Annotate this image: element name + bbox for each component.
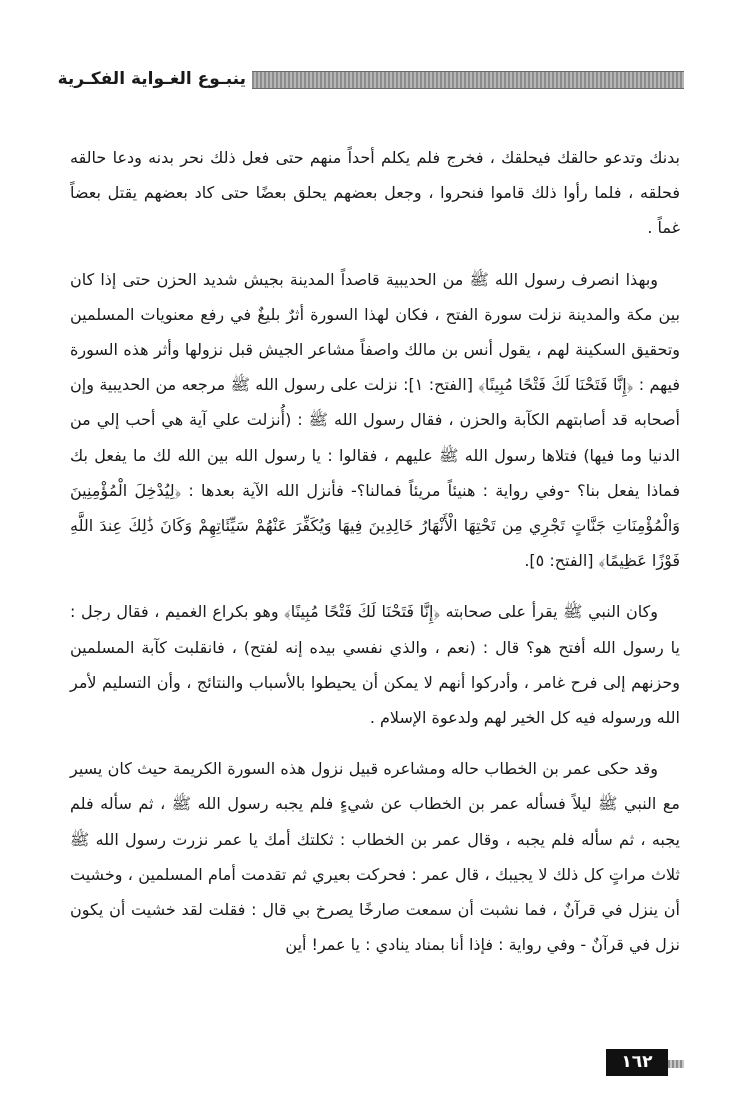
chapter-title: ينبـوع الغـواية الفكـرية [57, 69, 246, 89]
page-body [70, 140, 680, 978]
running-header [57, 66, 684, 92]
paragraph: وقد حكى عمر بن الخطاب حاله ومشاعره قبيل نزول هذه السورة الكريمة حيث كان يسير مع النبي ﷺ ليلاً فسأله عمر بن الخطاب عن شيءٍ فلم يجبه رسول الله ﷺ ، ثم سأله فلم يجبه ، ثم سأله فلم يجبه ، وقال عمر بن الخطاب : ثكلتك أمك يا عمر نزرت رسول الله ﷺ ثلاث مراتٍ كل ذلك لا يجيبك ، قال عمر : فحركت بعيري ثم تقدمت أمام المسلمين ، وخشيت أن ينزل في قرآنٌ ، فما نشبت أن سمعت صارخًا يصرخ بي قال : فقلت لقد خشيت أن يكون نزل في قرآنٌ - وفي رواية : فإذا أنا بمناد ينادي : يا عمر! أين [70, 759, 680, 955]
paragraph: وبهذا انصرف رسول الله ﷺ من الحديبية قاصداً المدينة بجيش شديد الحزن حتى إذا كان بين مكة والمدينة نزلت سورة الفتح ، فكان لهذا السورة أثرٌ بليغٌ في رفع معنويات المسلمين وتحقيق السكينة لهم ، يقول أنس بن مالك واصفاً مشاعر الجيش قبل نزولها وأثر هذه السورة فيهم : ﴿إِنَّا فَتَحْنَا لَكَ فَتْحًا مُبِينًا﴾ [الفتح: ١]: نزلت على رسول الله ﷺ مرجعه من الحديبية وإن أصحابه قد أصابتهم الكآبة والحزن ، فقال رسول الله ﷺ : (أُنزلت علي آية هي أحب إلي من الدنيا وما فيها) فتلاها رسول الله ﷺ عليهم ، فقالوا : يا رسول الله بين الله لك ما يفعل بك فماذا يفعل بنا؟ -وفي رواية : هنيئاً مريئاً فمالنا؟- فأنزل الله الآية بعدها : ﴿لِيُدْخِلَ الْمُؤْمِنِينَ وَالْمُؤْمِنَاتِ جَنَّاتٍ تَجْرِي مِن تَحْتِهَا الْأَنْهَارُ خَالِدِينَ فِيهَا وَيُكَفِّرَ عَنْهُمْ سَيِّئَاتِهِمْ وَكَانَ ذَٰلِكَ عِندَ اللَّهِ فَوْزًا عَظِيمًا﴾ [الفتح: ٥]. [70, 269, 681, 571]
paragraph: بدنك وتدعو حالقك فيحلقك ، فخرج فلم يكلم أحداً منهم حتى فعل ذلك نحر بدنه ودعا حالقه فحلقه ، فلما رأوا ذلك قاموا فنحروا ، وجعل بعضهم يحلق بعضًا حتى كاد بعضهم يقتل بعضاً غماً . [70, 148, 680, 238]
footer-decorative-bar [668, 1060, 684, 1068]
paragraph: وكان النبي ﷺ يقرأ على صحابته ﴿إِنَّا فَتَحْنَا لَكَ فَتْحًا مُبِينًا﴾ وهو بكراع الغميم ، فقال رجل : يا رسول الله أفتح هو؟ قال : (نعم ، والذي نفسي بيده إنه لفتح) ، فانقلبت كآبة المسلمين وحزنهم إلى فرح غامر ، وأدركوا أنهم لا يمكن أن يحيطوا بالأسباب والنتائج ، وأن التسليم لأمر الله ورسوله فيه كل الخير لهم ولدعوة الإسلام . [70, 602, 680, 728]
header-decorative-bar [252, 71, 684, 89]
page-number: ١٦٢ [606, 1049, 668, 1076]
page-footer [606, 1049, 684, 1076]
